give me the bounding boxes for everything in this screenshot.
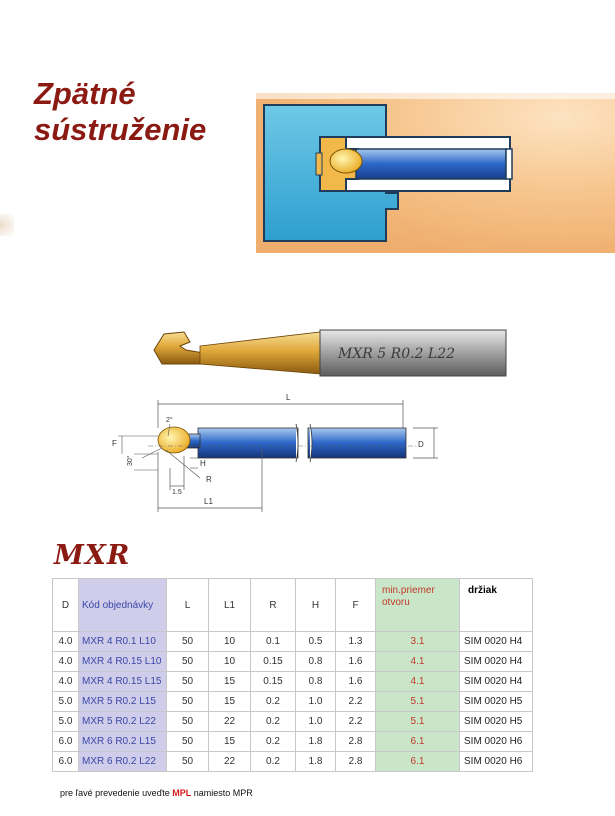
cell-min: 5.1 [376,712,460,732]
cell-L: 50 [167,632,209,652]
cell-kod: MXR 4 R0.15 L15 [79,672,167,692]
cell-R: 0.2 [251,732,296,752]
cell-L1: 15 [209,672,251,692]
cell-H: 0.8 [296,652,336,672]
cell-drziak: SIM 0020 H6 [460,752,533,772]
cell-L: 50 [167,712,209,732]
cell-kod: MXR 4 R0.1 L10 [79,632,167,652]
cell-drziak: SIM 0020 H5 [460,692,533,712]
header-D: D [53,579,79,632]
table-row [53,712,533,732]
spec-table [52,578,533,772]
cell-D: 4.0 [53,672,79,692]
cell-R: 0.1 [251,632,296,652]
cell-D: 6.0 [53,752,79,772]
cell-drziak: SIM 0020 H6 [460,732,533,752]
cell-H: 1.0 [296,692,336,712]
cell-F: 2.2 [336,692,376,712]
tool-engraving: MXR 5 R0.2 L22 [338,346,456,362]
table-row [53,652,533,672]
cell-min: 6.1 [376,752,460,772]
cell-L: 50 [167,752,209,772]
dim-L1-label: L1 [204,497,213,506]
cell-kod: MXR 5 R0.2 L22 [79,712,167,732]
technical-drawing [108,388,448,520]
table-row [53,632,533,652]
cell-H: 0.5 [296,632,336,652]
note-highlight: MPL [172,788,192,798]
cell-L1: 22 [209,712,251,732]
cell-kod: MXR 6 R0.2 L15 [79,732,167,752]
cell-drziak: SIM 0020 H4 [460,652,533,672]
dim-F-label: F [112,439,117,448]
cell-L1: 10 [209,652,251,672]
header-R: R [251,579,296,632]
table-row [53,752,533,772]
header-min-line2: otvoru [382,597,410,608]
tool-shank [356,149,506,179]
cell-min: 3.1 [376,632,460,652]
header-L1: L1 [209,579,251,632]
dim-R-label: R [206,475,212,484]
cell-F: 1.6 [336,672,376,692]
cell-drziak: SIM 0020 H5 [460,712,533,732]
dim-angle2-label: 2° [166,417,173,424]
cell-min: 4.1 [376,652,460,672]
cell-F: 2.8 [336,752,376,772]
decorative-smudge [0,214,14,236]
header-min-line1: min.priemer [382,585,435,596]
cell-H: 1.8 [296,732,336,752]
table-row [53,692,533,712]
cell-H: 1.0 [296,712,336,732]
dim-L-label: L [286,393,291,402]
cell-R: 0.2 [251,692,296,712]
cell-L1: 15 [209,692,251,712]
cell-D: 4.0 [53,652,79,672]
table-header-row [53,579,533,632]
header-kod: Kód objednávky [79,579,167,632]
cell-R: 0.2 [251,712,296,732]
section-title: MXR [54,540,131,571]
cell-F: 2.2 [336,712,376,732]
left-version-note [60,788,253,798]
cell-L1: 10 [209,632,251,652]
cell-R: 0.2 [251,752,296,772]
header-min-priemer [376,579,460,632]
cell-min: 6.1 [376,732,460,752]
title-line-2: sústruženie [34,112,207,147]
cell-L: 50 [167,732,209,752]
tool-photo [150,320,510,378]
cell-drziak: SIM 0020 H4 [460,672,533,692]
cell-F: 1.6 [336,652,376,672]
cell-D: 6.0 [53,732,79,752]
tool-tip [330,149,362,173]
note-text-before: pre ľavé prevedenie uveďte [60,788,173,798]
note-text-after: namiesto MPR [191,788,253,798]
header-drziak: držiak [460,579,533,632]
cell-L1: 22 [209,752,251,772]
cell-H: 0.8 [296,672,336,692]
cell-kod: MXR 6 R0.2 L22 [79,752,167,772]
table-row [53,732,533,752]
cell-R: 0.15 [251,672,296,692]
cell-L: 50 [167,652,209,672]
cell-H: 1.8 [296,752,336,772]
cell-min: 5.1 [376,692,460,712]
header-F: F [336,579,376,632]
page-title [34,76,206,148]
cell-D: 5.0 [53,712,79,732]
dim-angle30-label: 30° [127,455,134,466]
cell-kod: MXR 4 R0.15 L10 [79,652,167,672]
title-line-1: Zpätné [34,76,136,111]
cell-F: 2.8 [336,732,376,752]
header-H: H [296,579,336,632]
dim-D-label: D [418,440,424,449]
cell-min: 4.1 [376,672,460,692]
header-L: L [167,579,209,632]
cell-D: 5.0 [53,692,79,712]
cell-D: 4.0 [53,632,79,652]
table-row [53,672,533,692]
cell-L: 50 [167,692,209,712]
cell-L1: 15 [209,732,251,752]
cell-L: 50 [167,672,209,692]
cell-R: 0.15 [251,652,296,672]
dim-H-label: H [200,459,206,468]
cell-F: 1.3 [336,632,376,652]
dim-1-5-label: 1.5 [172,489,182,496]
cell-kod: MXR 5 R0.2 L15 [79,692,167,712]
back-turning-illustration [256,93,615,253]
cell-drziak: SIM 0020 H4 [460,632,533,652]
